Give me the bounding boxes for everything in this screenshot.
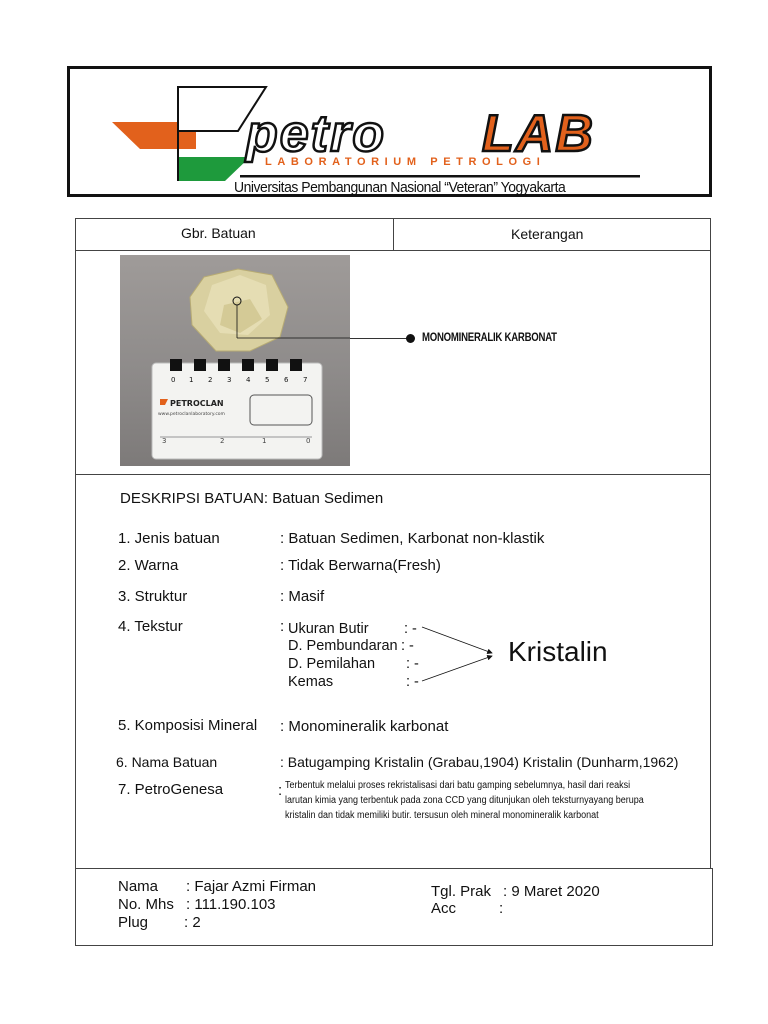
rock-sample-image <box>120 255 350 466</box>
acc-value: : <box>499 900 504 917</box>
item-value-warna: : Tidak Berwarna(Fresh) <box>280 557 441 574</box>
item-value-komposisi: : Monomineralik karbonat <box>280 718 449 735</box>
texture-value: : - <box>406 674 419 690</box>
description-title: DESKRIPSI BATUAN: Batuan Sedimen <box>120 490 384 507</box>
student-number-value: : 111.190.103 <box>186 896 276 913</box>
scale-number: 4 <box>246 376 251 384</box>
item-label-nama: 6. Nama Batuan <box>116 754 218 770</box>
column-header-image: Gbr. Batuan <box>181 225 256 241</box>
logo-green-block <box>178 157 250 181</box>
item-label-tekstur: 4. Tekstur <box>118 618 183 635</box>
texture-label: D. Pemilahan <box>288 656 376 672</box>
lab-subtitle: LABORATORIUM PETROLOGI <box>265 156 546 168</box>
table-header-divider <box>75 250 711 251</box>
item-value-nama: : Batugamping Kristalin (Grabau,1904) Kristalin (Dunharm,1962) <box>280 754 679 770</box>
logo-lab-text: LAB <box>482 105 595 163</box>
texture-value: : - <box>406 656 419 672</box>
texture-result: Kristalin <box>508 636 608 667</box>
practicum-date-value: : 9 Maret 2020 <box>503 883 600 900</box>
item-label-komposisi: 5. Komposisi Mineral <box>118 717 258 734</box>
acc-label: Acc <box>431 900 457 917</box>
name-value: : Fajar Azmi Firman <box>186 878 317 895</box>
card-bottom-number: 2 <box>220 437 225 445</box>
university-name: Universitas Pembangunan Nasional “Veteran” Yogyakarta <box>234 179 566 196</box>
scale-number: 1 <box>189 376 194 384</box>
annotation-dot <box>406 334 415 343</box>
texture-arrows <box>420 620 500 692</box>
scale-number: 2 <box>208 376 213 384</box>
logo-petro-text: petro <box>246 105 386 163</box>
card-url: www.petroclanlaboratory.com <box>158 412 225 417</box>
item-value-jenis: : Batuan Sedimen, Karbonat non-klastik <box>280 530 545 547</box>
scale-number: 5 <box>265 376 270 384</box>
texture-label: D. Pembundaran <box>288 638 398 654</box>
annotation-label: MONOMINERALIK KARBONAT <box>422 330 557 344</box>
name-label: Nama <box>118 878 159 895</box>
petrogenesa-line: larutan kimia yang terbentuk pada zona CCD yang ditunjukan oleh teksturnyayang berupa <box>285 795 644 806</box>
table-column-divider <box>393 218 394 250</box>
texture-label: Kemas <box>288 674 334 690</box>
card-bottom-number: 0 <box>306 437 311 445</box>
item-label-jenis: 1. Jenis batuan <box>118 530 220 547</box>
scale-number: 0 <box>171 376 176 384</box>
student-number-label: No. Mhs <box>118 896 174 913</box>
item-value-petrogenesa: : <box>278 782 283 799</box>
item-value-struktur: : Masif <box>280 588 325 605</box>
annotation-leader-line <box>350 338 410 339</box>
texture-label: Ukuran Butir <box>288 621 369 637</box>
header-box <box>67 66 712 197</box>
card-bottom-number: 3 <box>162 437 167 445</box>
scale-number: 3 <box>227 376 232 384</box>
texture-value: : - <box>401 638 414 654</box>
column-header-notes: Keterangan <box>511 226 584 242</box>
plug-label: Plug <box>118 914 149 931</box>
scale-number: 6 <box>284 376 289 384</box>
rock-photo <box>120 255 350 466</box>
scale-card <box>152 363 322 459</box>
item-label-struktur: 3. Struktur <box>118 588 188 605</box>
card-brand: PETROCLAN <box>170 399 224 408</box>
card-bottom-number: 1 <box>262 437 267 445</box>
item-value-tekstur: : <box>280 618 285 635</box>
table-image-divider <box>75 474 711 475</box>
texture-value: : - <box>404 621 417 637</box>
item-label-petrogenesa: 7. PetroGenesa <box>118 781 224 798</box>
petrogenesa-line: kristalin dan tidak memiliki butir. tersusun oleh mineral monomineralik karbonat <box>285 810 599 821</box>
scale-number: 7 <box>303 376 308 384</box>
item-label-warna: 2. Warna <box>118 557 179 574</box>
plug-value: : 2 <box>184 914 201 931</box>
petrogenesa-line: Terbentuk melalui proses rekristalisasi dari batu gamping sebelumnya, hasil dari reaksi <box>285 780 631 791</box>
practicum-date-label: Tgl. Prak <box>431 883 492 900</box>
